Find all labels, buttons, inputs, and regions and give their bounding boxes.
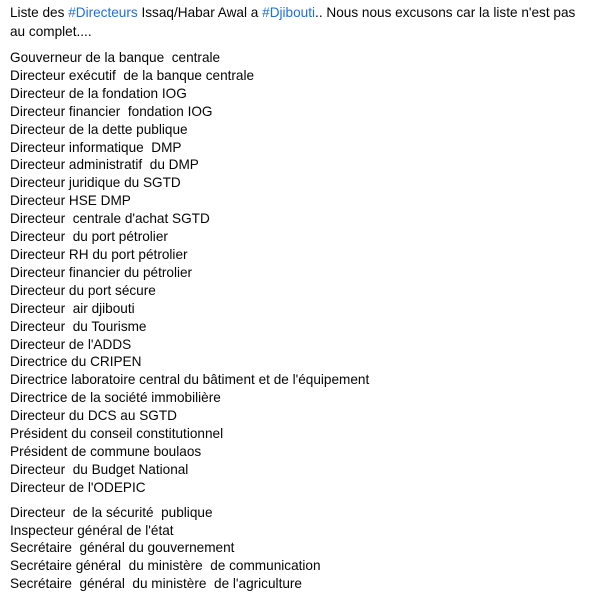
- directors-list: [10, 49, 586, 497]
- list-item: Directeur financier du pétrolier: [10, 264, 193, 280]
- list-item: Directeur du port sécure: [10, 282, 156, 298]
- list-item: Directrice laboratoire central du bâtiment et de l'équipement: [10, 372, 370, 388]
- list-item: Secrétaire général du ministère de l'agriculture: [10, 576, 302, 592]
- list-item: Directeur informatique DMP: [10, 139, 182, 155]
- intro-suffix: .. Nous nous excusons car la liste n'est pas au complet....: [10, 5, 576, 39]
- list-item: Inspecteur général de l'état: [10, 522, 174, 538]
- list-item: Directeur HSE DMP: [10, 193, 131, 209]
- list-item: Directeur du port pétrolier: [10, 229, 168, 245]
- list-item: Directeur juridique du SGTD: [10, 175, 181, 191]
- hashtag-djibouti-link[interactable]: #Djibouti: [262, 5, 316, 20]
- list-item: Directeur du DCS au SGTD: [10, 408, 177, 424]
- list-item: Directeur financier fondation IOG: [10, 103, 213, 119]
- list-item: Directrice du CRIPEN: [10, 354, 142, 370]
- list-item: Directeur de la sécurité publique: [10, 504, 213, 520]
- list-item: Secrétaire général du gouvernement: [10, 540, 235, 556]
- list-item: Président de commune boulaos: [10, 443, 202, 459]
- intro-prefix: Liste des: [10, 5, 69, 20]
- list-item: Directeur exécutif de la banque centrale: [10, 67, 255, 83]
- officials-list: [10, 504, 586, 594]
- post-intro: [10, 3, 590, 41]
- hashtag-directeurs-link[interactable]: #Directeurs: [68, 5, 138, 20]
- list-item: Président du conseil constitutionnel: [10, 426, 224, 442]
- intro-middle: Issaq/Habar Awal a: [137, 5, 263, 20]
- list-item: Directeur centrale d'achat SGTD: [10, 211, 210, 227]
- list-item: Directeur du Tourisme: [10, 318, 147, 334]
- list-item: Directrice de la société immobilière: [10, 390, 221, 406]
- list-item: Gouverneur de la banque centrale: [10, 50, 221, 65]
- list-item: Secrétaire général du ministère de communication: [10, 558, 321, 574]
- list-item: Directeur administratif du DMP: [10, 157, 199, 173]
- list-item: Directeur de la fondation IOG: [10, 85, 187, 101]
- list-item: Directeur de l'ODEPIC: [10, 479, 146, 495]
- list-item: Directeur de la dette publique: [10, 121, 188, 137]
- list-item: Directeur du Budget National: [10, 461, 189, 477]
- list-item: Directeur air djibouti: [10, 300, 135, 316]
- list-item: Directeur de l'ADDS: [10, 336, 132, 352]
- list-item: Directeur RH du port pétrolier: [10, 246, 188, 262]
